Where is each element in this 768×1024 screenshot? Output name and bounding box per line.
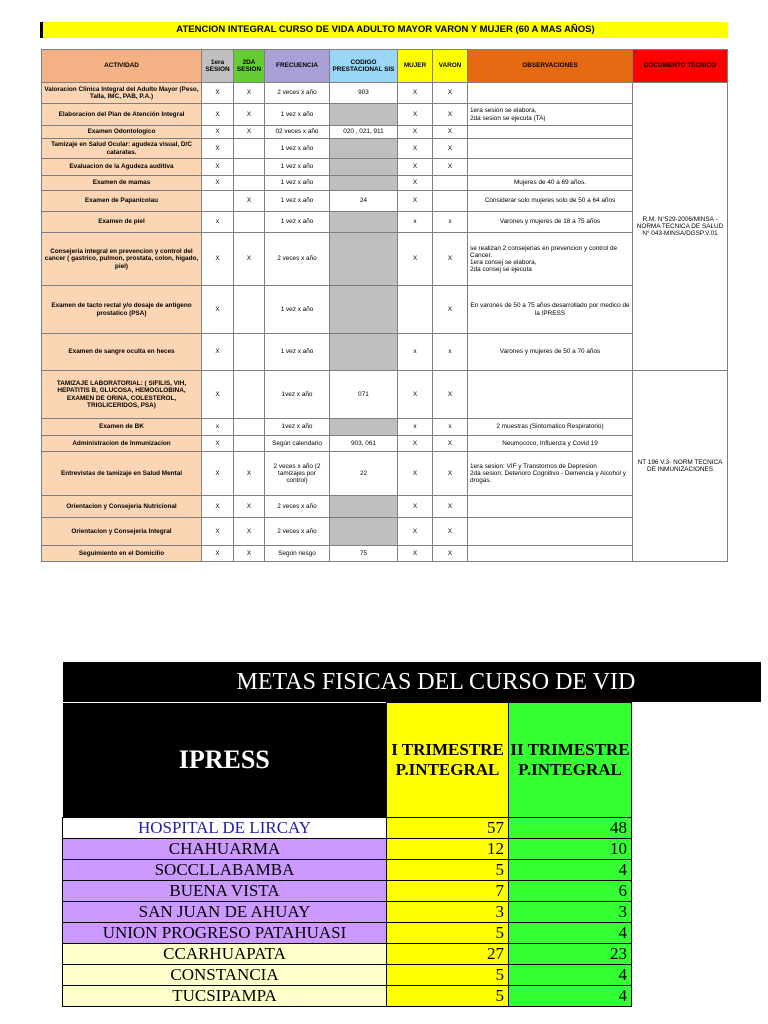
table-row bbox=[42, 518, 728, 546]
header-codigo: CODIGO PRESTACIONAL SIS bbox=[330, 50, 398, 83]
cell-varon bbox=[433, 191, 468, 212]
cell-observaciones: 2 muestras (Sintomatico Respiratorio) bbox=[468, 419, 633, 436]
cell-observaciones bbox=[468, 83, 633, 104]
cell-codigo bbox=[330, 518, 398, 546]
sheet-title: ATENCION INTEGRAL CURSO DE VIDA ADULTO MAYOR VARON Y MUJER (60 A MAS AÑOS) bbox=[40, 22, 728, 38]
cell-observaciones bbox=[468, 159, 633, 176]
cell-mujer: X bbox=[398, 371, 433, 419]
cell-sesion1: X bbox=[202, 371, 234, 419]
table-row bbox=[42, 546, 728, 562]
cell-actividad: Examen de mamas bbox=[42, 176, 202, 191]
cell-frecuencia: 1 vez x año bbox=[265, 176, 330, 191]
cell-sesion1: X bbox=[202, 126, 234, 139]
cell-actividad: Examen Odontologico bbox=[42, 126, 202, 139]
metas-blank bbox=[632, 817, 761, 838]
cell-sesion1: X bbox=[202, 518, 234, 546]
cell-varon bbox=[433, 176, 468, 191]
cell-sesion2: X bbox=[234, 104, 265, 126]
cell-frecuencia: 1 vez x año bbox=[265, 104, 330, 126]
cell-sesion2 bbox=[234, 286, 265, 334]
cell-observaciones: se realizan 2 consejerias en prevencion y control de Cancer. 1era consej se elabora, 2da consej se ejecuta bbox=[468, 233, 633, 286]
header-documento: DOCUMENTO TECNICO bbox=[633, 50, 728, 83]
metas-q1-value: 5 bbox=[387, 859, 509, 880]
cell-actividad: Seguimiento en el Domicilio bbox=[42, 546, 202, 562]
metas-ipress-name: BUENA VISTA bbox=[63, 880, 387, 901]
cell-documento-2: NT 196 V.3- NORM TECNICA DE INMUNIZACIONES bbox=[633, 371, 728, 562]
cell-mujer: X bbox=[398, 126, 433, 139]
metas-row bbox=[63, 922, 761, 943]
cell-varon: X bbox=[433, 126, 468, 139]
cell-actividad: Consejeria integral en prevencion y control del cancer ( gastrico, pulmon, prostata, colon, higado, piel) bbox=[42, 233, 202, 286]
table-row bbox=[42, 452, 728, 496]
cell-observaciones: Considerar solo mujeres solo de 50 a 64 años bbox=[468, 191, 633, 212]
table-row bbox=[42, 334, 728, 371]
cell-varon: X bbox=[433, 286, 468, 334]
metas-q1-value: 7 bbox=[387, 880, 509, 901]
cell-codigo: 903 bbox=[330, 83, 398, 104]
table-row bbox=[42, 419, 728, 436]
header-sesion1: 1era SESION bbox=[202, 50, 234, 83]
cell-frecuencia: 1 vez x año bbox=[265, 159, 330, 176]
metas-title: METAS FISICAS DEL CURSO DE VID bbox=[63, 662, 761, 703]
metas-ipress-name: SOCCLLABAMBA bbox=[63, 859, 387, 880]
cell-observaciones: En varones de 50 a 75 años desarrollado por medico de la IPRESS bbox=[468, 286, 633, 334]
metas-header-q1: I TRIMESTRE P.INTEGRAL bbox=[387, 703, 509, 818]
metas-q1-value: 5 bbox=[387, 922, 509, 943]
cell-documento-1: R.M. N°529-2006/MINSA - NORMA TECNICA DE SALUD N° 043-MINSA/DGSP.V.01 bbox=[633, 83, 728, 371]
cell-frecuencia: 2 veces x año bbox=[265, 518, 330, 546]
cell-actividad: Tamizaje en Salud Ocular: agudeza visual, D/C cataratas. bbox=[42, 139, 202, 159]
cell-frecuencia: 1 vez x año bbox=[265, 212, 330, 233]
metas-blank bbox=[632, 838, 761, 859]
metas-header-ipress: IPRESS bbox=[63, 703, 387, 818]
cell-frecuencia: 1 vez x año bbox=[265, 139, 330, 159]
metas-blank bbox=[632, 859, 761, 880]
cell-frecuencia: 1 vez x año bbox=[265, 334, 330, 371]
cell-sesion1: X bbox=[202, 452, 234, 496]
cell-mujer: X bbox=[398, 452, 433, 496]
cell-observaciones bbox=[468, 496, 633, 518]
metas-blank bbox=[632, 901, 761, 922]
cell-sesion1: X bbox=[202, 139, 234, 159]
cell-sesion1: X bbox=[202, 233, 234, 286]
cell-sesion1: X bbox=[202, 334, 234, 371]
table-row bbox=[42, 139, 728, 159]
cell-actividad: Examen de BK bbox=[42, 419, 202, 436]
cell-observaciones bbox=[468, 126, 633, 139]
table-row bbox=[42, 191, 728, 212]
cell-codigo bbox=[330, 212, 398, 233]
cell-varon: x bbox=[433, 419, 468, 436]
metas-table bbox=[62, 662, 761, 1007]
cell-codigo bbox=[330, 159, 398, 176]
table-row bbox=[42, 126, 728, 139]
table-row bbox=[42, 286, 728, 334]
metas-blank bbox=[632, 985, 761, 1006]
cell-sesion2 bbox=[234, 159, 265, 176]
metas-row bbox=[63, 859, 761, 880]
cell-varon: X bbox=[433, 546, 468, 562]
cell-frecuencia: 2 veces x año bbox=[265, 83, 330, 104]
cell-observaciones: Varones y mujeres de 50 a 70 años bbox=[468, 334, 633, 371]
cell-codigo: 071 bbox=[330, 371, 398, 419]
cell-codigo: 22 bbox=[330, 452, 398, 496]
cell-sesion1 bbox=[202, 191, 234, 212]
cell-actividad: Examen de piel bbox=[42, 212, 202, 233]
header-actividad: ACTIVIDAD bbox=[42, 50, 202, 83]
cell-varon: X bbox=[433, 83, 468, 104]
metas-q2-value: 3 bbox=[509, 901, 632, 922]
cell-actividad: Administracion de Inmunizacion bbox=[42, 436, 202, 452]
cell-frecuencia: 02 veces x año bbox=[265, 126, 330, 139]
cell-frecuencia: 1vez x año bbox=[265, 371, 330, 419]
cell-actividad: Valoracion Clinica Integral del Adulto Mayor (Peso, Talla, IMC, PAB, P.A.) bbox=[42, 83, 202, 104]
cell-varon: X bbox=[433, 496, 468, 518]
cell-mujer: X bbox=[398, 546, 433, 562]
metas-ipress-name: CCARHUAPATA bbox=[63, 943, 387, 964]
metas-q2-value: 4 bbox=[509, 985, 632, 1006]
cell-sesion1: X bbox=[202, 286, 234, 334]
metas-q1-value: 5 bbox=[387, 964, 509, 985]
cell-actividad: Examen de Papanicolau bbox=[42, 191, 202, 212]
cell-observaciones: 1era sesion se elabora, 2da sesion se ejecuta (TA) bbox=[468, 104, 633, 126]
metas-ipress-name: TUCSIPAMPA bbox=[63, 985, 387, 1006]
cell-actividad: Orientacion y Consejeria Nutricional bbox=[42, 496, 202, 518]
cell-mujer: X bbox=[398, 191, 433, 212]
activities-table bbox=[41, 49, 728, 562]
cell-sesion1: X bbox=[202, 496, 234, 518]
cell-codigo bbox=[330, 139, 398, 159]
cell-sesion2: X bbox=[234, 126, 265, 139]
table-row bbox=[42, 212, 728, 233]
cell-codigo: 903, 061 bbox=[330, 436, 398, 452]
cell-sesion1: x bbox=[202, 419, 234, 436]
table-row bbox=[42, 233, 728, 286]
header-observaciones: OBSERVACIONES bbox=[468, 50, 633, 83]
cell-mujer: X bbox=[398, 139, 433, 159]
cell-mujer: X bbox=[398, 83, 433, 104]
cell-varon: x bbox=[433, 212, 468, 233]
cell-sesion1: X bbox=[202, 176, 234, 191]
table-row bbox=[42, 159, 728, 176]
table-row bbox=[42, 371, 728, 419]
cell-sesion2: X bbox=[234, 83, 265, 104]
cell-codigo bbox=[330, 334, 398, 371]
cell-varon: X bbox=[433, 104, 468, 126]
cell-observaciones bbox=[468, 139, 633, 159]
cell-varon: X bbox=[433, 436, 468, 452]
cell-observaciones: Neumococo, Influenza y Covid 19 bbox=[468, 436, 633, 452]
cell-actividad: Entrevistas de tamizaje en Salud Mental bbox=[42, 452, 202, 496]
table-row bbox=[42, 104, 728, 126]
cell-varon: X bbox=[433, 159, 468, 176]
cell-observaciones bbox=[468, 546, 633, 562]
cell-observaciones: Varones y mujeres de 18 a 75 años bbox=[468, 212, 633, 233]
metas-header-q2: II TRIMESTRE P.INTEGRAL bbox=[509, 703, 632, 818]
cell-codigo: 24 bbox=[330, 191, 398, 212]
metas-q1-value: 5 bbox=[387, 985, 509, 1006]
cell-actividad: Examen de tacto rectal y/o dosaje de antigeno prostatico (PSA) bbox=[42, 286, 202, 334]
metas-q2-value: 4 bbox=[509, 922, 632, 943]
metas-q2-value: 10 bbox=[509, 838, 632, 859]
cell-mujer: X bbox=[398, 436, 433, 452]
cell-sesion1: X bbox=[202, 436, 234, 452]
metas-header-blank bbox=[632, 703, 761, 818]
cell-observaciones: Mujeres de 40 a 69 años. bbox=[468, 176, 633, 191]
cell-codigo bbox=[330, 286, 398, 334]
cell-sesion1: x bbox=[202, 212, 234, 233]
cell-sesion2: X bbox=[234, 452, 265, 496]
header-sesion2: 2DA SESION bbox=[234, 50, 265, 83]
cell-varon: x bbox=[433, 334, 468, 371]
cell-codigo bbox=[330, 176, 398, 191]
cell-codigo bbox=[330, 104, 398, 126]
metas-row bbox=[63, 943, 761, 964]
metas-row bbox=[63, 880, 761, 901]
metas-blank bbox=[632, 943, 761, 964]
metas-row bbox=[63, 985, 761, 1006]
metas-row bbox=[63, 838, 761, 859]
cell-varon: X bbox=[433, 233, 468, 286]
cell-actividad: Orientacion y Consejeria Integral bbox=[42, 518, 202, 546]
cell-actividad: Examen de sangre oculta en heces bbox=[42, 334, 202, 371]
header-varon: VARON bbox=[433, 50, 468, 83]
cell-varon: X bbox=[433, 139, 468, 159]
cell-frecuencia: Según riesgo bbox=[265, 546, 330, 562]
table-row bbox=[42, 436, 728, 452]
metas-q2-value: 23 bbox=[509, 943, 632, 964]
cell-varon: X bbox=[433, 518, 468, 546]
cell-sesion2 bbox=[234, 436, 265, 452]
cell-observaciones: 1era sesion: VIF y Transtornos de Depresion 2da sesion: Deterioro Cognitivo - Demencia y Alcohol y drogas. bbox=[468, 452, 633, 496]
cell-mujer: x bbox=[398, 419, 433, 436]
metas-q2-value: 4 bbox=[509, 964, 632, 985]
metas-blank bbox=[632, 964, 761, 985]
cell-actividad: Elaboracion del Plan de Atención Integral bbox=[42, 104, 202, 126]
metas-row bbox=[63, 817, 761, 838]
cell-mujer: x bbox=[398, 212, 433, 233]
cell-mujer: X bbox=[398, 159, 433, 176]
metas-ipress-name: CONSTANCIA bbox=[63, 964, 387, 985]
cell-mujer: X bbox=[398, 518, 433, 546]
cell-codigo: 75 bbox=[330, 546, 398, 562]
metas-ipress-name: SAN JUAN DE AHUAY bbox=[63, 901, 387, 922]
metas-blank bbox=[632, 880, 761, 901]
cell-actividad: Evaluacion de la Agudeza auditiva bbox=[42, 159, 202, 176]
cell-mujer: X bbox=[398, 104, 433, 126]
cell-sesion1: X bbox=[202, 83, 234, 104]
cell-sesion1: X bbox=[202, 159, 234, 176]
cell-frecuencia: 2 veces x año bbox=[265, 496, 330, 518]
cell-codigo bbox=[330, 419, 398, 436]
cell-mujer: X bbox=[398, 233, 433, 286]
cell-sesion2 bbox=[234, 139, 265, 159]
cell-sesion2 bbox=[234, 334, 265, 371]
metas-blank bbox=[632, 922, 761, 943]
cell-frecuencia: 2 veces x año bbox=[265, 233, 330, 286]
cell-mujer: x bbox=[398, 334, 433, 371]
metas-q2-value: 4 bbox=[509, 859, 632, 880]
cell-sesion1: X bbox=[202, 104, 234, 126]
cell-sesion2: X bbox=[234, 518, 265, 546]
metas-ipress-name: HOSPITAL DE LIRCAY bbox=[63, 817, 387, 838]
cell-mujer: X bbox=[398, 176, 433, 191]
table-header-row bbox=[42, 50, 728, 83]
cell-sesion2 bbox=[234, 212, 265, 233]
table-row bbox=[42, 83, 728, 104]
metas-q1-value: 57 bbox=[387, 817, 509, 838]
cell-varon: X bbox=[433, 371, 468, 419]
cell-codigo bbox=[330, 496, 398, 518]
cell-frecuencia: 1 vez x año bbox=[265, 191, 330, 212]
cell-sesion2 bbox=[234, 371, 265, 419]
metas-row bbox=[63, 964, 761, 985]
cell-sesion2: X bbox=[234, 233, 265, 286]
cell-sesion2: X bbox=[234, 496, 265, 518]
cell-codigo bbox=[330, 233, 398, 286]
metas-q1-value: 27 bbox=[387, 943, 509, 964]
cell-sesion2: X bbox=[234, 191, 265, 212]
cell-observaciones bbox=[468, 518, 633, 546]
cell-codigo: 020 , 021, 911 bbox=[330, 126, 398, 139]
cell-sesion2: X bbox=[234, 546, 265, 562]
cell-actividad: TAMIZAJE LABORATORIAL: ( SIFILIS, VIH, HEPATITIS B, GLUCOSA, HEMOGLOBINA, EXAMEN DE ORINA, COLESTEROL, TRIGLICERIDOS, PSA) bbox=[42, 371, 202, 419]
cell-mujer: X bbox=[398, 496, 433, 518]
metas-q1-value: 3 bbox=[387, 901, 509, 922]
cell-mujer bbox=[398, 286, 433, 334]
metas-row bbox=[63, 901, 761, 922]
cell-observaciones bbox=[468, 371, 633, 419]
metas-q1-value: 12 bbox=[387, 838, 509, 859]
metas-q2-value: 6 bbox=[509, 880, 632, 901]
table-row bbox=[42, 496, 728, 518]
metas-ipress-name: CHAHUARMA bbox=[63, 838, 387, 859]
cell-sesion1: X bbox=[202, 546, 234, 562]
header-mujer: MUJER bbox=[398, 50, 433, 83]
table-row bbox=[42, 176, 728, 191]
cell-varon: X bbox=[433, 452, 468, 496]
cell-frecuencia: Según calendario bbox=[265, 436, 330, 452]
cell-sesion2 bbox=[234, 176, 265, 191]
header-frecuencia: FRECUENCIA bbox=[265, 50, 330, 83]
cell-sesion2 bbox=[234, 419, 265, 436]
cell-frecuencia: 1vez x año bbox=[265, 419, 330, 436]
metas-q2-value: 48 bbox=[509, 817, 632, 838]
cell-frecuencia: 2 veces x año (2 tamizajes por control) bbox=[265, 452, 330, 496]
cell-frecuencia: 1 vez x año bbox=[265, 286, 330, 334]
metas-ipress-name: UNION PROGRESO PATAHUASI bbox=[63, 922, 387, 943]
